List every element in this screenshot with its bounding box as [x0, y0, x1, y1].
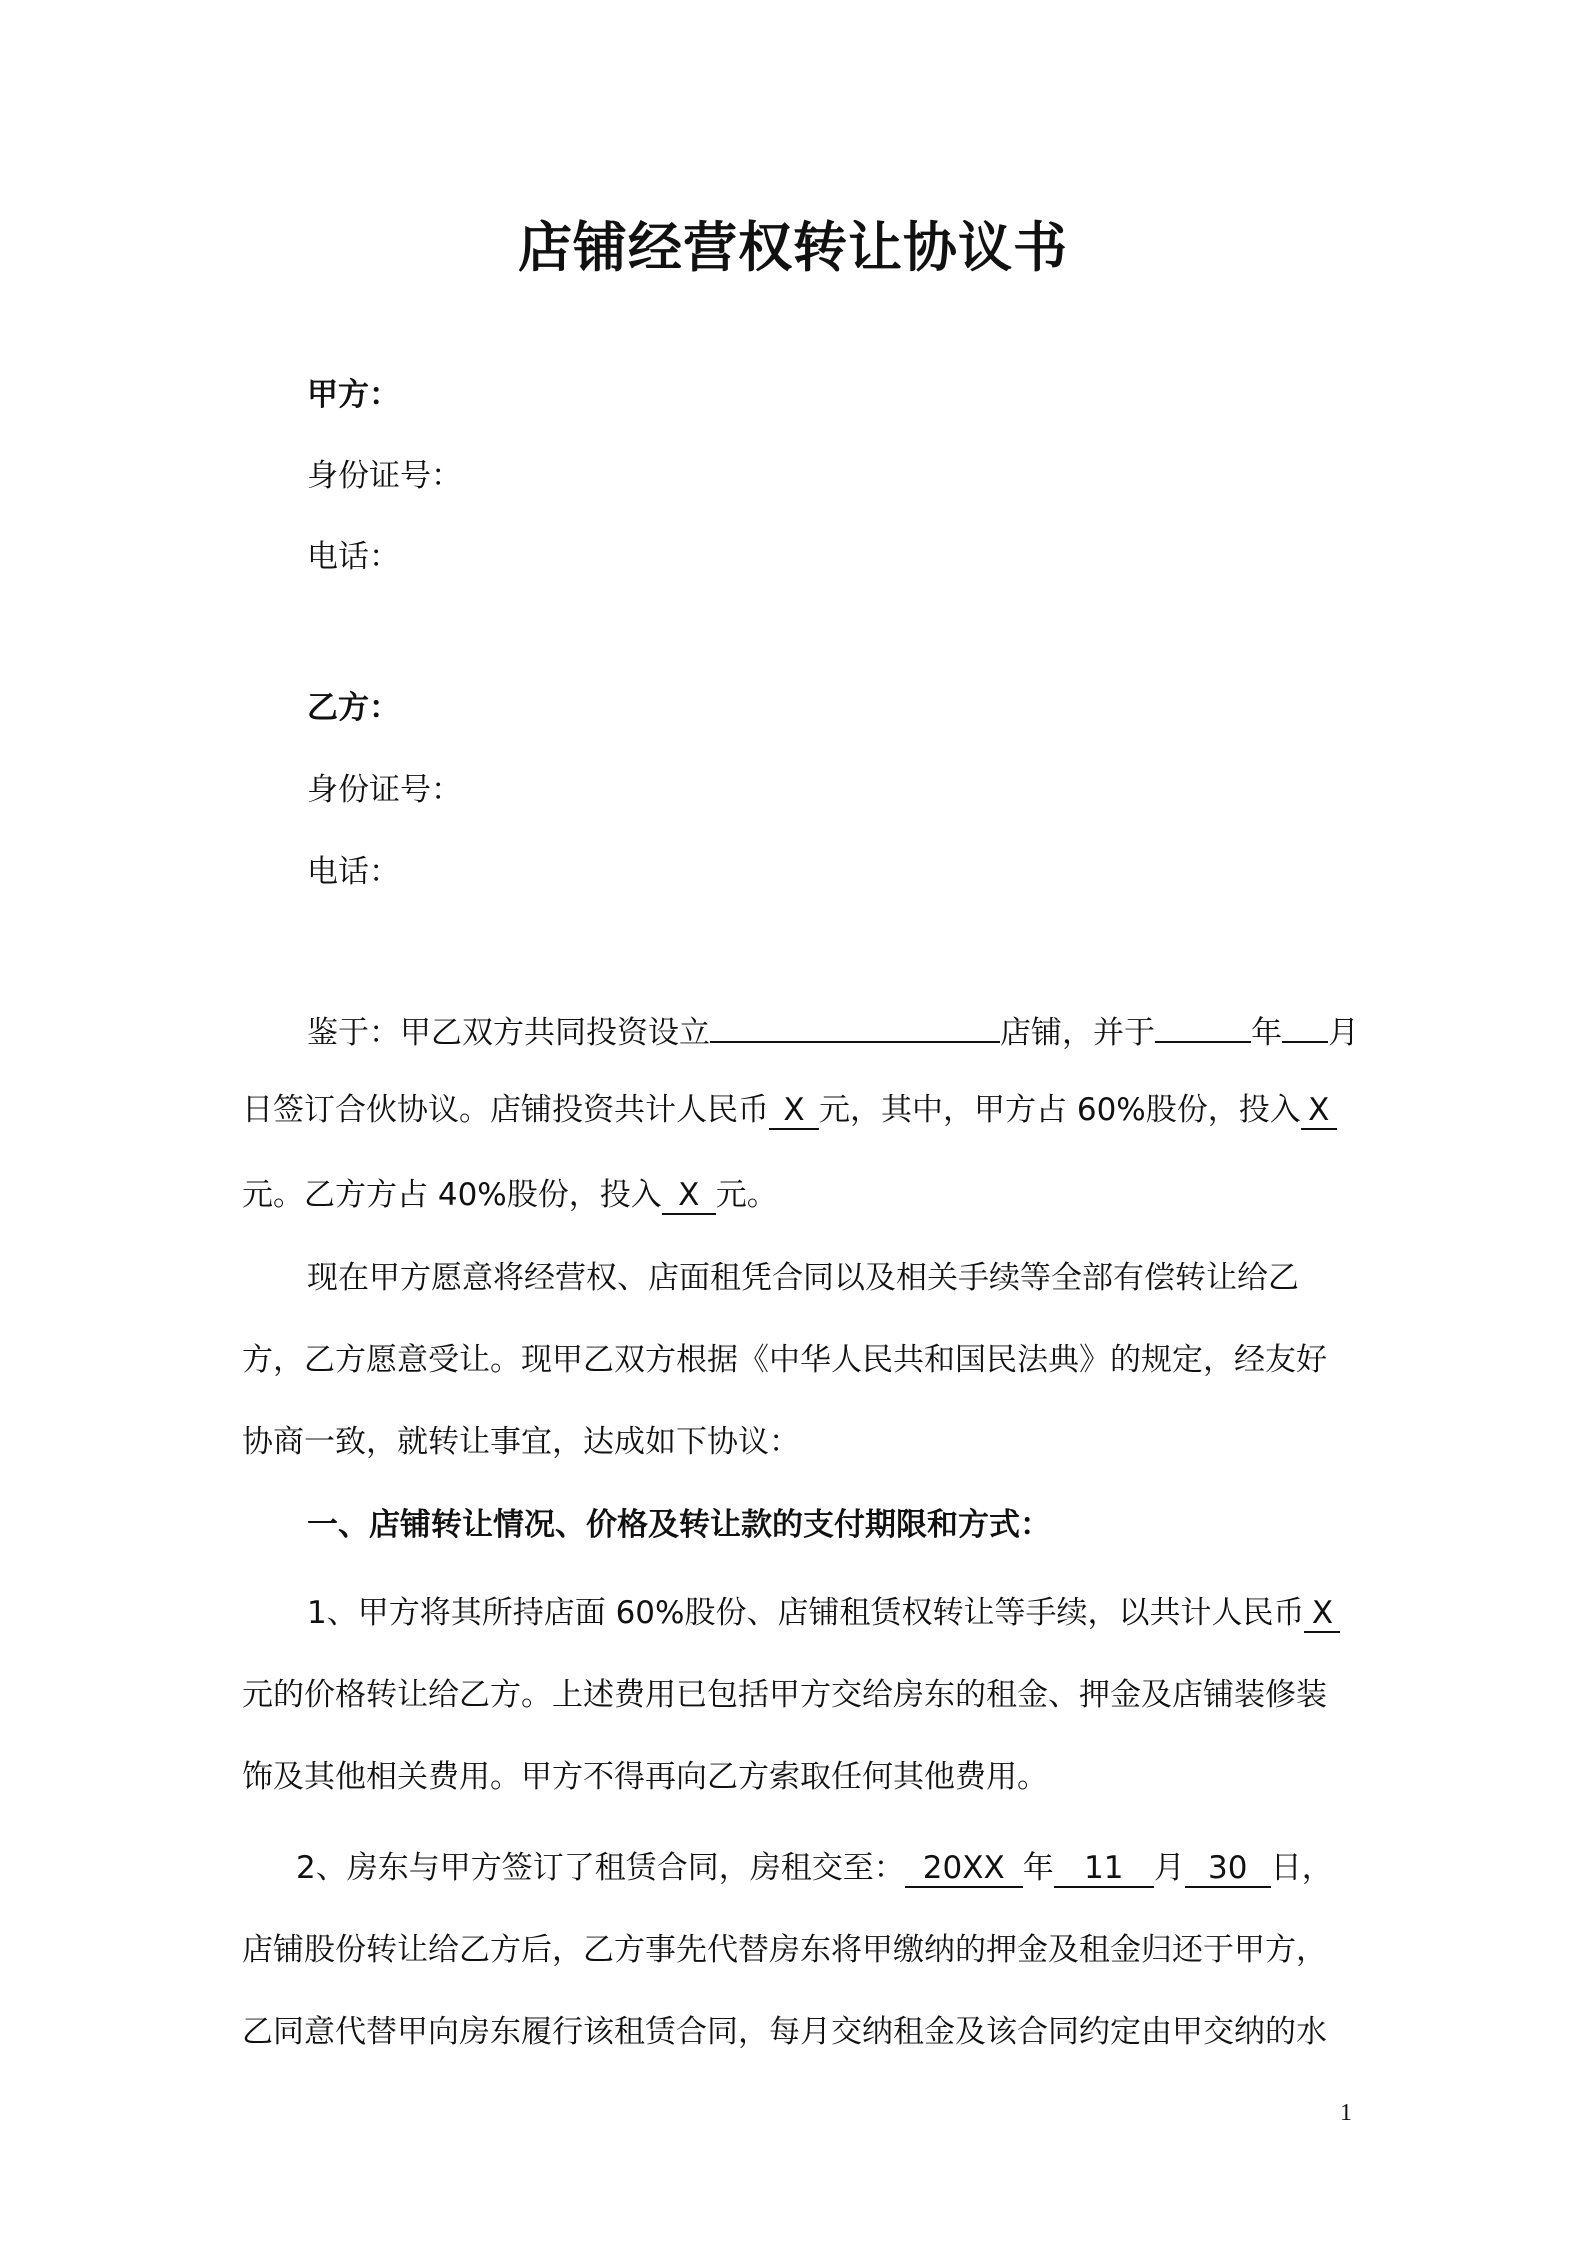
party-a-investment-blank: X: [1301, 1090, 1337, 1130]
transfer-price-blank: X: [1304, 1593, 1340, 1633]
preamble-text: 日签订合伙协议。店铺投资共计人民币: [242, 1092, 769, 1128]
section-1-heading: 一、店铺转让情况、价格及转让款的支付期限和方式：: [307, 1507, 1051, 1543]
item-1-line-3: 饰及其他相关费用。甲方不得再向乙方索取任何其他费用。: [242, 1759, 1048, 1795]
item-text: 2、房东与甲方签订了租赁合同，房租交至：: [296, 1850, 905, 1886]
year-label: 年: [1251, 1015, 1282, 1051]
item-text: 1、甲方将其所持店面 60%股份、店铺租赁权转让等手续，以共计人民币: [307, 1595, 1305, 1631]
preamble-text: 鉴于：甲乙双方共同投资设立: [307, 1015, 710, 1051]
preamble-line-1: [307, 1003, 1359, 1053]
document-title: 店铺经营权转让协议书: [518, 216, 1068, 279]
rent-day-blank: 30: [1185, 1848, 1271, 1888]
day-label: 日，: [1270, 1850, 1333, 1886]
year-blank: [1155, 1003, 1251, 1043]
intent-line-1: 现在甲方愿意将经营权、店面租凭合同以及相关手续等全部有偿转让给乙: [307, 1260, 1299, 1296]
item-2-line-3: 乙同意代替甲向房东履行该租赁合同，每月交纳租金及该合同约定由甲交纳的水: [242, 2014, 1327, 2050]
party-a-id-label: 身份证号：: [307, 458, 462, 494]
party-a-label: 甲方：: [307, 377, 400, 413]
month-blank: [1282, 1003, 1328, 1043]
preamble-text: 店铺，并于: [1000, 1015, 1155, 1051]
party-b-id-label: 身份证号：: [307, 772, 462, 808]
item-1-line-1: [307, 1593, 1340, 1633]
month-label: 月: [1328, 1015, 1359, 1051]
preamble-line-2: [242, 1090, 1337, 1130]
rent-month-blank: 11: [1054, 1848, 1154, 1888]
party-a-phone-label: 电话：: [307, 539, 400, 575]
month-label: 月: [1153, 1850, 1185, 1886]
total-amount-blank: X: [769, 1090, 819, 1130]
preamble-text: 元，其中，甲方占 60%股份，投入: [819, 1092, 1301, 1128]
shop-name-blank: [710, 1003, 1000, 1043]
item-2-line-2: 店铺股份转让给乙方后，乙方事先代替房东将甲缴纳的押金及租金归还于甲方，: [242, 1932, 1327, 1968]
item-2-line-1: [296, 1848, 1333, 1888]
preamble-text: 元。乙方方占 40%股份，投入: [242, 1177, 662, 1213]
intent-line-2: 方，乙方愿意受让。现甲乙双方根据《中华人民共和国民法典》的规定，经友好: [242, 1342, 1327, 1378]
preamble-line-3: [242, 1175, 778, 1215]
intent-line-3: 协商一致，就转让事宜，达成如下协议：: [242, 1424, 800, 1460]
party-b-investment-blank: X: [662, 1175, 716, 1215]
rent-year-blank: 20XX: [905, 1848, 1023, 1888]
party-b-phone-label: 电话：: [307, 854, 400, 890]
preamble-text: 元。: [715, 1177, 778, 1213]
year-label: 年: [1022, 1850, 1054, 1886]
page-number: 1: [1340, 2100, 1352, 2126]
item-1-line-2: 元的价格转让给乙方。上述费用已包括甲方交给房东的租金、押金及店铺装修装: [242, 1677, 1327, 1713]
party-b-label: 乙方：: [307, 690, 400, 726]
